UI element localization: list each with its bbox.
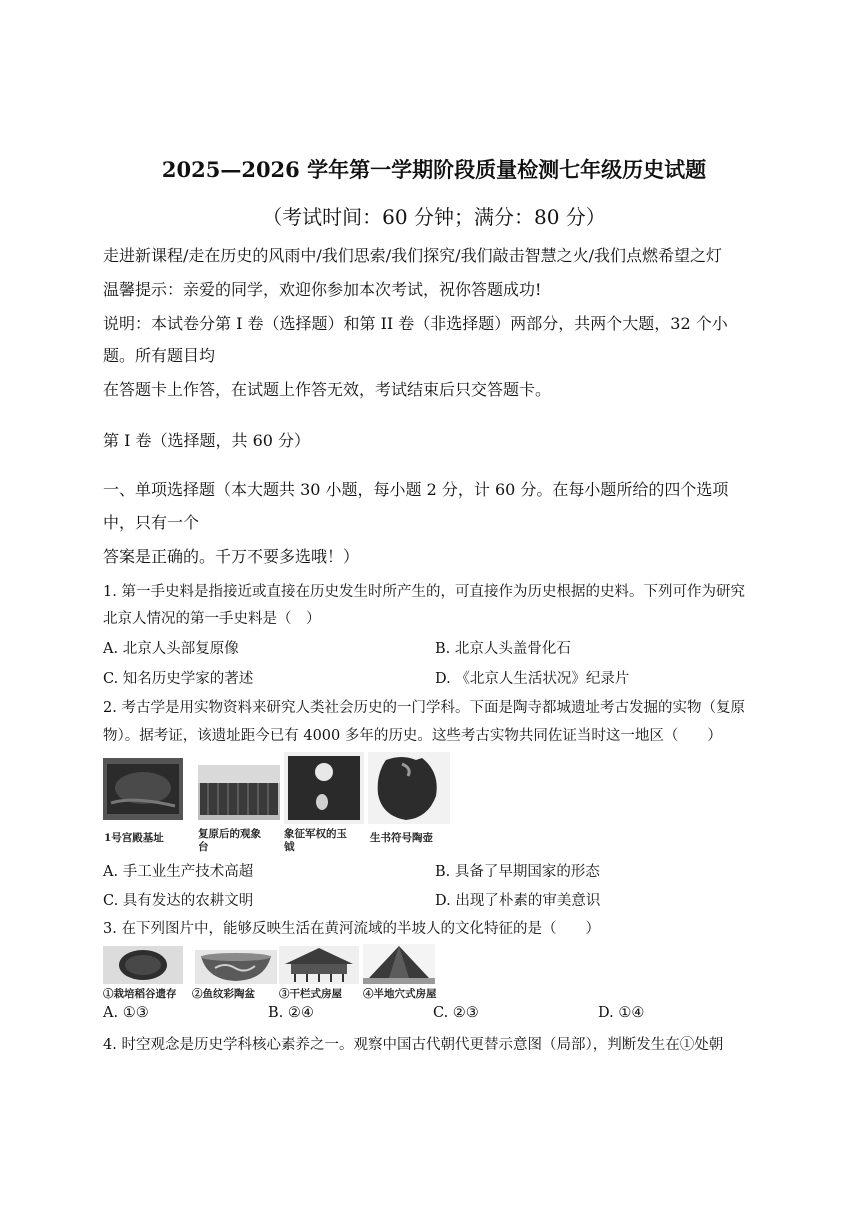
note-line-1: 说明：本试卷分第 I 卷（选择题）和第 II 卷（非选择题）两部分，共两个大题，32 个小 — [103, 314, 728, 333]
q2-option-a: A. 手工业生产技术高超 — [103, 864, 254, 880]
caption-jade-axe: 象征军权的玉 — [284, 828, 347, 840]
stilt-house-photo — [279, 946, 359, 984]
exam-info: （考试时间：60 分钟；满分：80 分） — [262, 205, 606, 229]
q3-option-c: C. ②③ — [433, 1005, 479, 1021]
q3-option-b: B. ②④ — [268, 1005, 314, 1021]
q3-stem: 3. 在下列图片中，能够反映生活在黄河流域的半坡人的文化特征的是（ ） — [103, 921, 600, 937]
tip-text: 温馨提示：亲爱的同学，欢迎你参加本次考试，祝你答题成功! — [103, 280, 542, 299]
jade-axe-photo — [284, 752, 364, 824]
q2-option-d: D. 出现了朴素的审美意识 — [435, 893, 601, 909]
q2-option-b: B. 具备了早期国家的形态 — [435, 864, 600, 880]
caption-observatory-2: 台 — [198, 841, 209, 853]
fish-pottery-basin-photo — [195, 950, 277, 984]
q2-option-c: C. 具有发达的农耕文明 — [103, 893, 254, 909]
part1-heading: 第 I 卷（选择题，共 60 分） — [103, 431, 311, 450]
q3-option-a: A. ①③ — [103, 1005, 149, 1021]
q1-stem-line-1: 1. 第一手史料是指接近或直接在历史发生时所产生的，可直接作为历史根据的史料。下列可作为研究 — [103, 584, 745, 600]
section-line-2: 中，只有一个 — [103, 513, 200, 532]
caption-observatory: 复原后的观象 — [198, 828, 261, 840]
caption-palace: 1号宫殿基址 — [104, 832, 164, 844]
section-line-3: 答案是正确的。千万不要多选哦！） — [103, 547, 360, 566]
section-line-1: 一、单项选择题（本大题共 30 小题，每小题 2 分，计 60 分。在每小题所给的四个选项 — [103, 480, 729, 499]
q2-stem-line-2: 物）。据考证，该遗址距今已有 4000 多年的历史。这些考古实物共同佐证当时这一地区（ ） — [103, 728, 722, 744]
caption-jade-axe-2: 钺 — [284, 841, 295, 853]
q1-option-b: B. 北京人头盖骨化石 — [435, 641, 571, 657]
q1-option-a: A. 北京人头部复原像 — [103, 641, 239, 657]
note-line-2: 题。所有题目均 — [103, 346, 216, 365]
note-line-3: 在答题卡上作答，在试题上作答无效，考试结束后只交答题卡。 — [103, 380, 552, 399]
semi-subterranean-house-photo — [363, 944, 435, 984]
observatory-photo — [198, 765, 280, 820]
q2-stem-line-1: 2. 考古学是用实物资料来研究人类社会历史的一门学科。下面是陶寺都城遗址考古发掘的实物（复原 — [103, 700, 745, 716]
caption-fish-basin: ②鱼纹彩陶盆 — [192, 988, 255, 1000]
q3-option-d: D. ①④ — [598, 1005, 645, 1021]
caption-rice: ①栽培稻谷遗存 — [103, 988, 177, 1000]
motto-text: 走进新课程/走在历史的风雨中/我们思索/我们探究/我们敲击智慧之火/我们点燃希望之灯 — [103, 246, 722, 265]
pottery-pot-photo — [368, 752, 450, 824]
q1-stem-line-2: 北京人情况的第一手史料是（ ） — [103, 611, 321, 627]
q1-option-c: C. 知名历史学家的著述 — [103, 671, 254, 687]
palace-foundation-photo — [103, 758, 183, 820]
q4-stem-line-1: 4. 时空观念是历史学科核心素养之一。观察中国古代朝代更替示意图（局部），判断发生在①处朝 — [103, 1037, 724, 1053]
caption-stilt-house: ③干栏式房屋 — [279, 988, 342, 1000]
caption-pottery: 生书符号陶壶 — [370, 832, 433, 844]
q1-option-d: D. 《北京人生活状况》纪录片 — [435, 671, 630, 687]
caption-pit-house: ④半地穴式房屋 — [363, 988, 437, 1000]
rice-remains-photo — [103, 946, 183, 984]
page-title: 2025—2026 学年第一学期阶段质量检测七年级历史试题 — [161, 157, 707, 182]
